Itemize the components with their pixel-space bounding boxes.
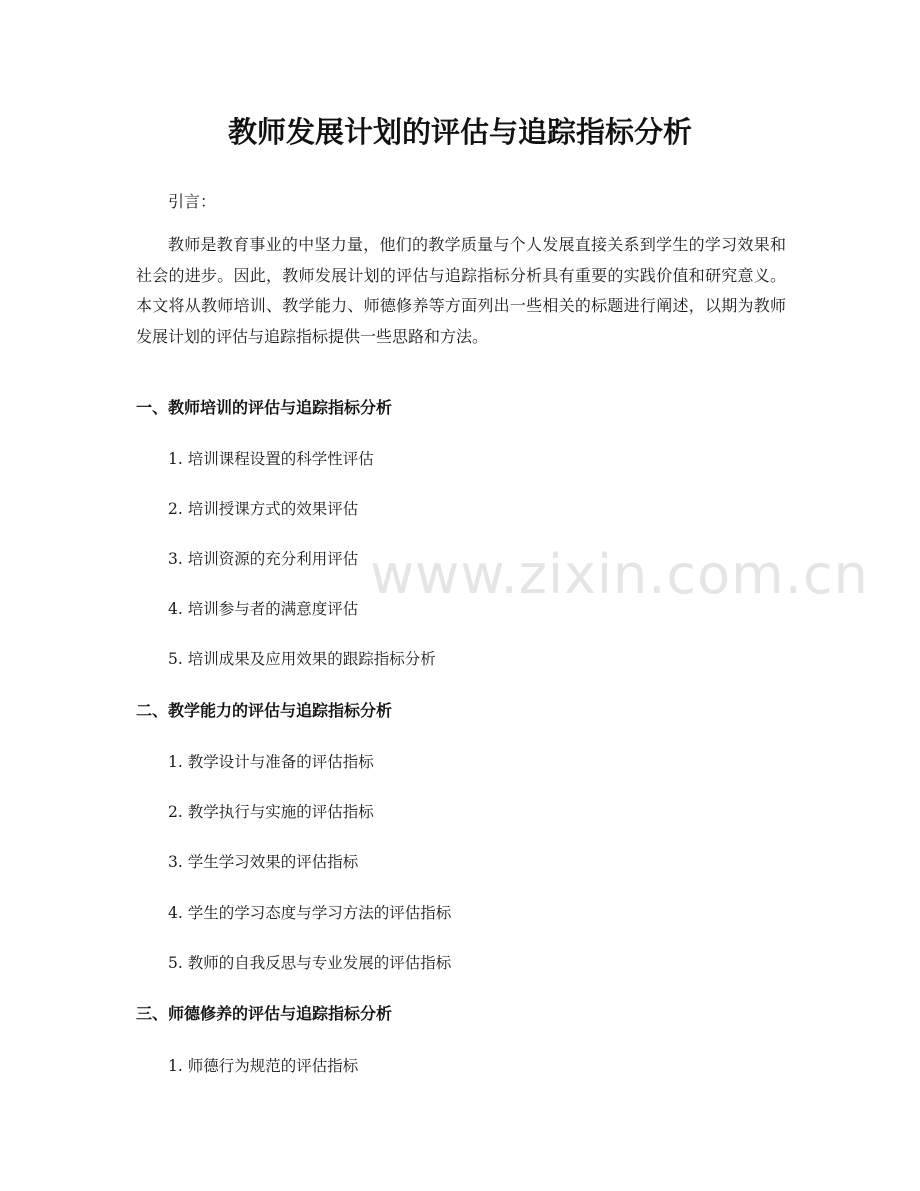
section-2-item-2: 2. 教学执行与实施的评估指标 xyxy=(168,803,374,821)
section-heading-1: 一、教师培训的评估与追踪指标分析 xyxy=(136,398,393,417)
section-2-item-1: 1. 教学设计与准备的评估指标 xyxy=(168,753,374,771)
section-2-item-3: 3. 学生学习效果的评估指标 xyxy=(168,853,359,871)
intro-label: 引言： xyxy=(168,192,217,211)
watermark-text: www.zixin.com.cn xyxy=(370,543,869,606)
section-2-item-4: 4. 学生的学习态度与学习方法的评估指标 xyxy=(168,904,452,922)
section-heading-2: 二、教学能力的评估与追踪指标分析 xyxy=(136,701,393,720)
section-3-item-1: 1. 师德行为规范的评估指标 xyxy=(168,1057,359,1075)
section-1-item-2: 2. 培训授课方式的效果评估 xyxy=(168,500,359,518)
section-heading-3: 三、师德修养的评估与追踪指标分析 xyxy=(136,1004,393,1023)
intro-paragraph: 教师是教育事业的中坚力量，他们的教学质量与个人发展直接关系到学生的学习效果和社会的进步。因此，教师发展计划的评估与追踪指标分析具有重要的实践价值和研究意义。本文将从教师培训、教学能力、师德修养等方面列出一些相关的标题进行阐述，以期为教师发展计划的评估与追踪指标提供一些思路和方法。 xyxy=(136,235,786,346)
section-1-item-3: 3. 培训资源的充分利用评估 xyxy=(168,550,359,568)
document-title: 教师发展计划的评估与追踪指标分析 xyxy=(227,115,692,149)
section-1-item-4: 4. 培训参与者的满意度评估 xyxy=(168,600,359,618)
section-2-item-5: 5. 教师的自我反思与专业发展的评估指标 xyxy=(168,954,452,972)
section-1-item-5: 5. 培训成果及应用效果的跟踪指标分析 xyxy=(168,650,436,668)
section-1-item-1: 1. 培训课程设置的科学性评估 xyxy=(168,450,374,468)
